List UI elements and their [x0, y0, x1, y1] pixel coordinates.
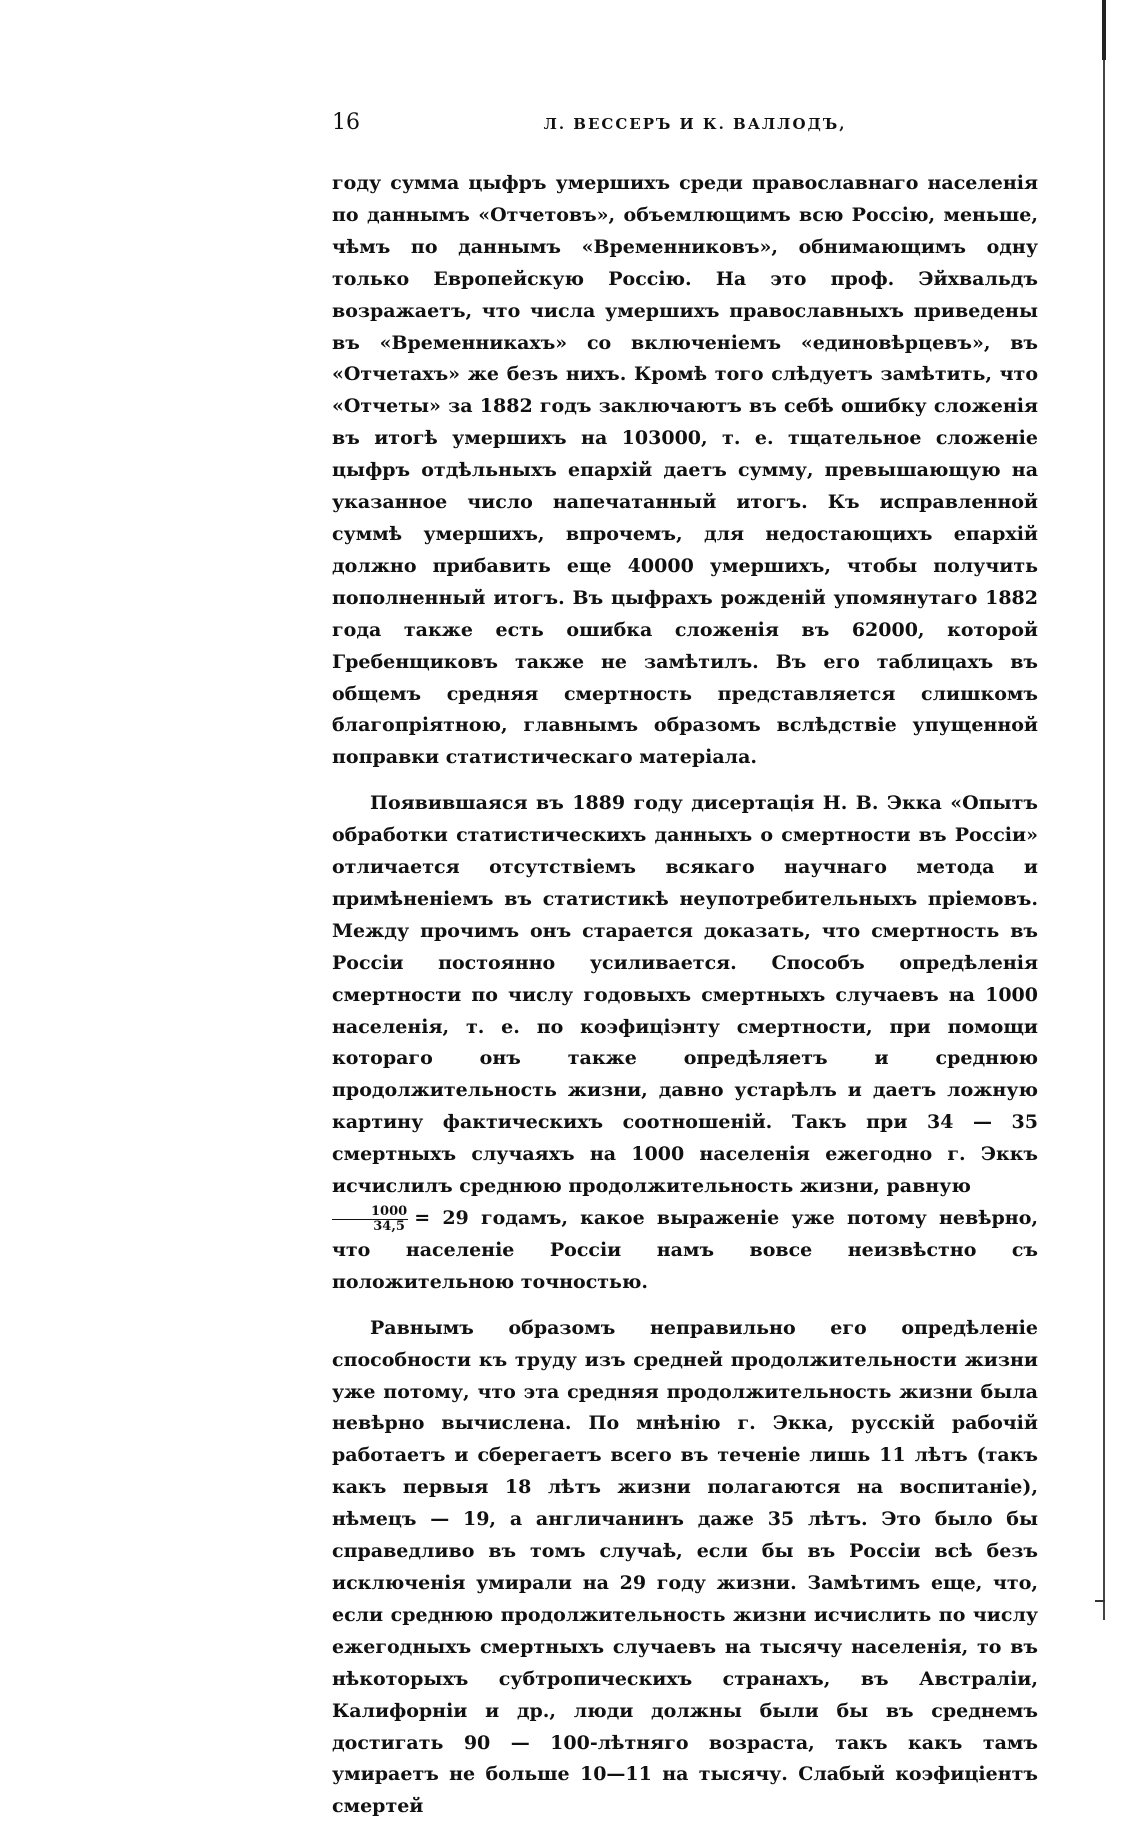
paragraph-2-text: Появившаяся въ 1889 году дисертація Н. В. Экка «Опытъ обработки статистическихъ данныхъ о смертности въ Россіи» отличается отсутствіемъ всякаго научнаго метода и примѣненіемъ въ статистикѣ неупотребительныхъ пріемовъ. Между прочимъ онъ старается доказать, что смертность въ Россіи постоянно усиливается. Способъ опредѣленія смертности по числу годовыхъ смертныхъ случаевъ на 1000 населенія, т. е. по коэфиціэнту смертности, при помощи котораго онъ также опредѣляетъ и среднюю продолжительность жизни, давно устарѣлъ и даетъ ложную картину фактическихъ соотношеній. Такъ при 34 — 35 смертныхъ случаяхъ на 1000 населенія ежегодно г. Эккъ исчислилъ среднюю продолжительность жизни, равную [332, 792, 1038, 1198]
paragraph-3: Равнымъ образомъ неправильно его опредѣленіе способности къ труду изъ средней продолжительности жизни уже потому, что эта средняя продолжительность жизни была невѣрно вычислена. По мнѣнію г. Экка, русскій рабочій работаетъ и сберегаетъ всего въ теченіе лишь 11 лѣтъ (такъ какъ первыя 18 лѣтъ жизни полагаются на воспитаніе), нѣмецъ — 19, а англичанинъ даже 35 лѣтъ. Это было бы справедливо въ томъ случаѣ, если бы въ Россіи всѣ безъ исключенія умирали на 29 году жизни. Замѣтимъ еще, что, если среднюю продолжительность жизни исчислить по числу ежегодныхъ смертныхъ случаевъ на тысячу населенія, то въ нѣкоторыхъ субтропическихъ странахъ, въ Австраліи, Калифорніи и др., люди должны были бы въ среднемъ достигать 90 — 100-лѣтняго возраста, такъ какъ тамъ умираетъ не больше 10—11 на тысячу. Слабый коэфиціентъ смертей [332, 1316, 1038, 1818]
paragraph-2 [332, 788, 1038, 1299]
running-head: Л. ВЕССЕРЪ И К. ВАЛЛОДЪ, [543, 115, 847, 133]
page-edge-mark [1102, 0, 1106, 60]
paragraph-1: году сумма цыфръ умершихъ среди православнаго населенія по даннымъ «Отчетовъ», объемлющимъ всю Россію, меньше, чѣмъ по даннымъ «Временниковъ», обнимающимъ одну только Европейскую Россію. На это проф. Эйхвальдъ возражаетъ, что числа умершихъ православныхъ приведены въ «Временникахъ» со включеніемъ «единовѣрцевъ», въ «Отчетахъ» же безъ нихъ. Кромѣ того слѣдуетъ замѣтить, что «Отчеты» за 1882 годъ заключаютъ въ себѣ ошибку сложенія въ итогѣ умершихъ на 103000, т. е. тщательное сложеніе цыфръ отдѣльныхъ епархій даетъ сумму, превышающую на указанное число напечатанный итогъ. Къ исправленной суммѣ умершихъ, впрочемъ, для недостающихъ епархій должно прибавить еще 40000 умершихъ, чтобы получить пополненный итогъ. Въ цыфрахъ рожденій упомянутаго 1882 года также есть ошибка сложенія въ 62000, которой Гребенщиковъ также не замѣтилъ. Въ его таблицахъ въ общемъ средняя смертность представляется слишкомъ благопріятною, главнымъ образомъ вслѣдствіе упущенной поправки статистическаго матеріала. [332, 172, 1038, 769]
fraction [332, 1205, 408, 1234]
page-edge-line [1103, 60, 1105, 1620]
page-header [332, 110, 1038, 150]
paragraph-2-continuation: = 29 годамъ, какое выраженіе уже потому невѣрно, что населеніе Россіи намъ вовсе неизвѣстно съ положительною точностью. [332, 1207, 1038, 1293]
page-edge-foot [1095, 1600, 1105, 1602]
fraction-denominator: 34,5 [373, 1218, 405, 1234]
page-body [332, 110, 1038, 1837]
fraction-numerator: 1000 [332, 1205, 408, 1220]
page-number: 16 [332, 110, 360, 135]
